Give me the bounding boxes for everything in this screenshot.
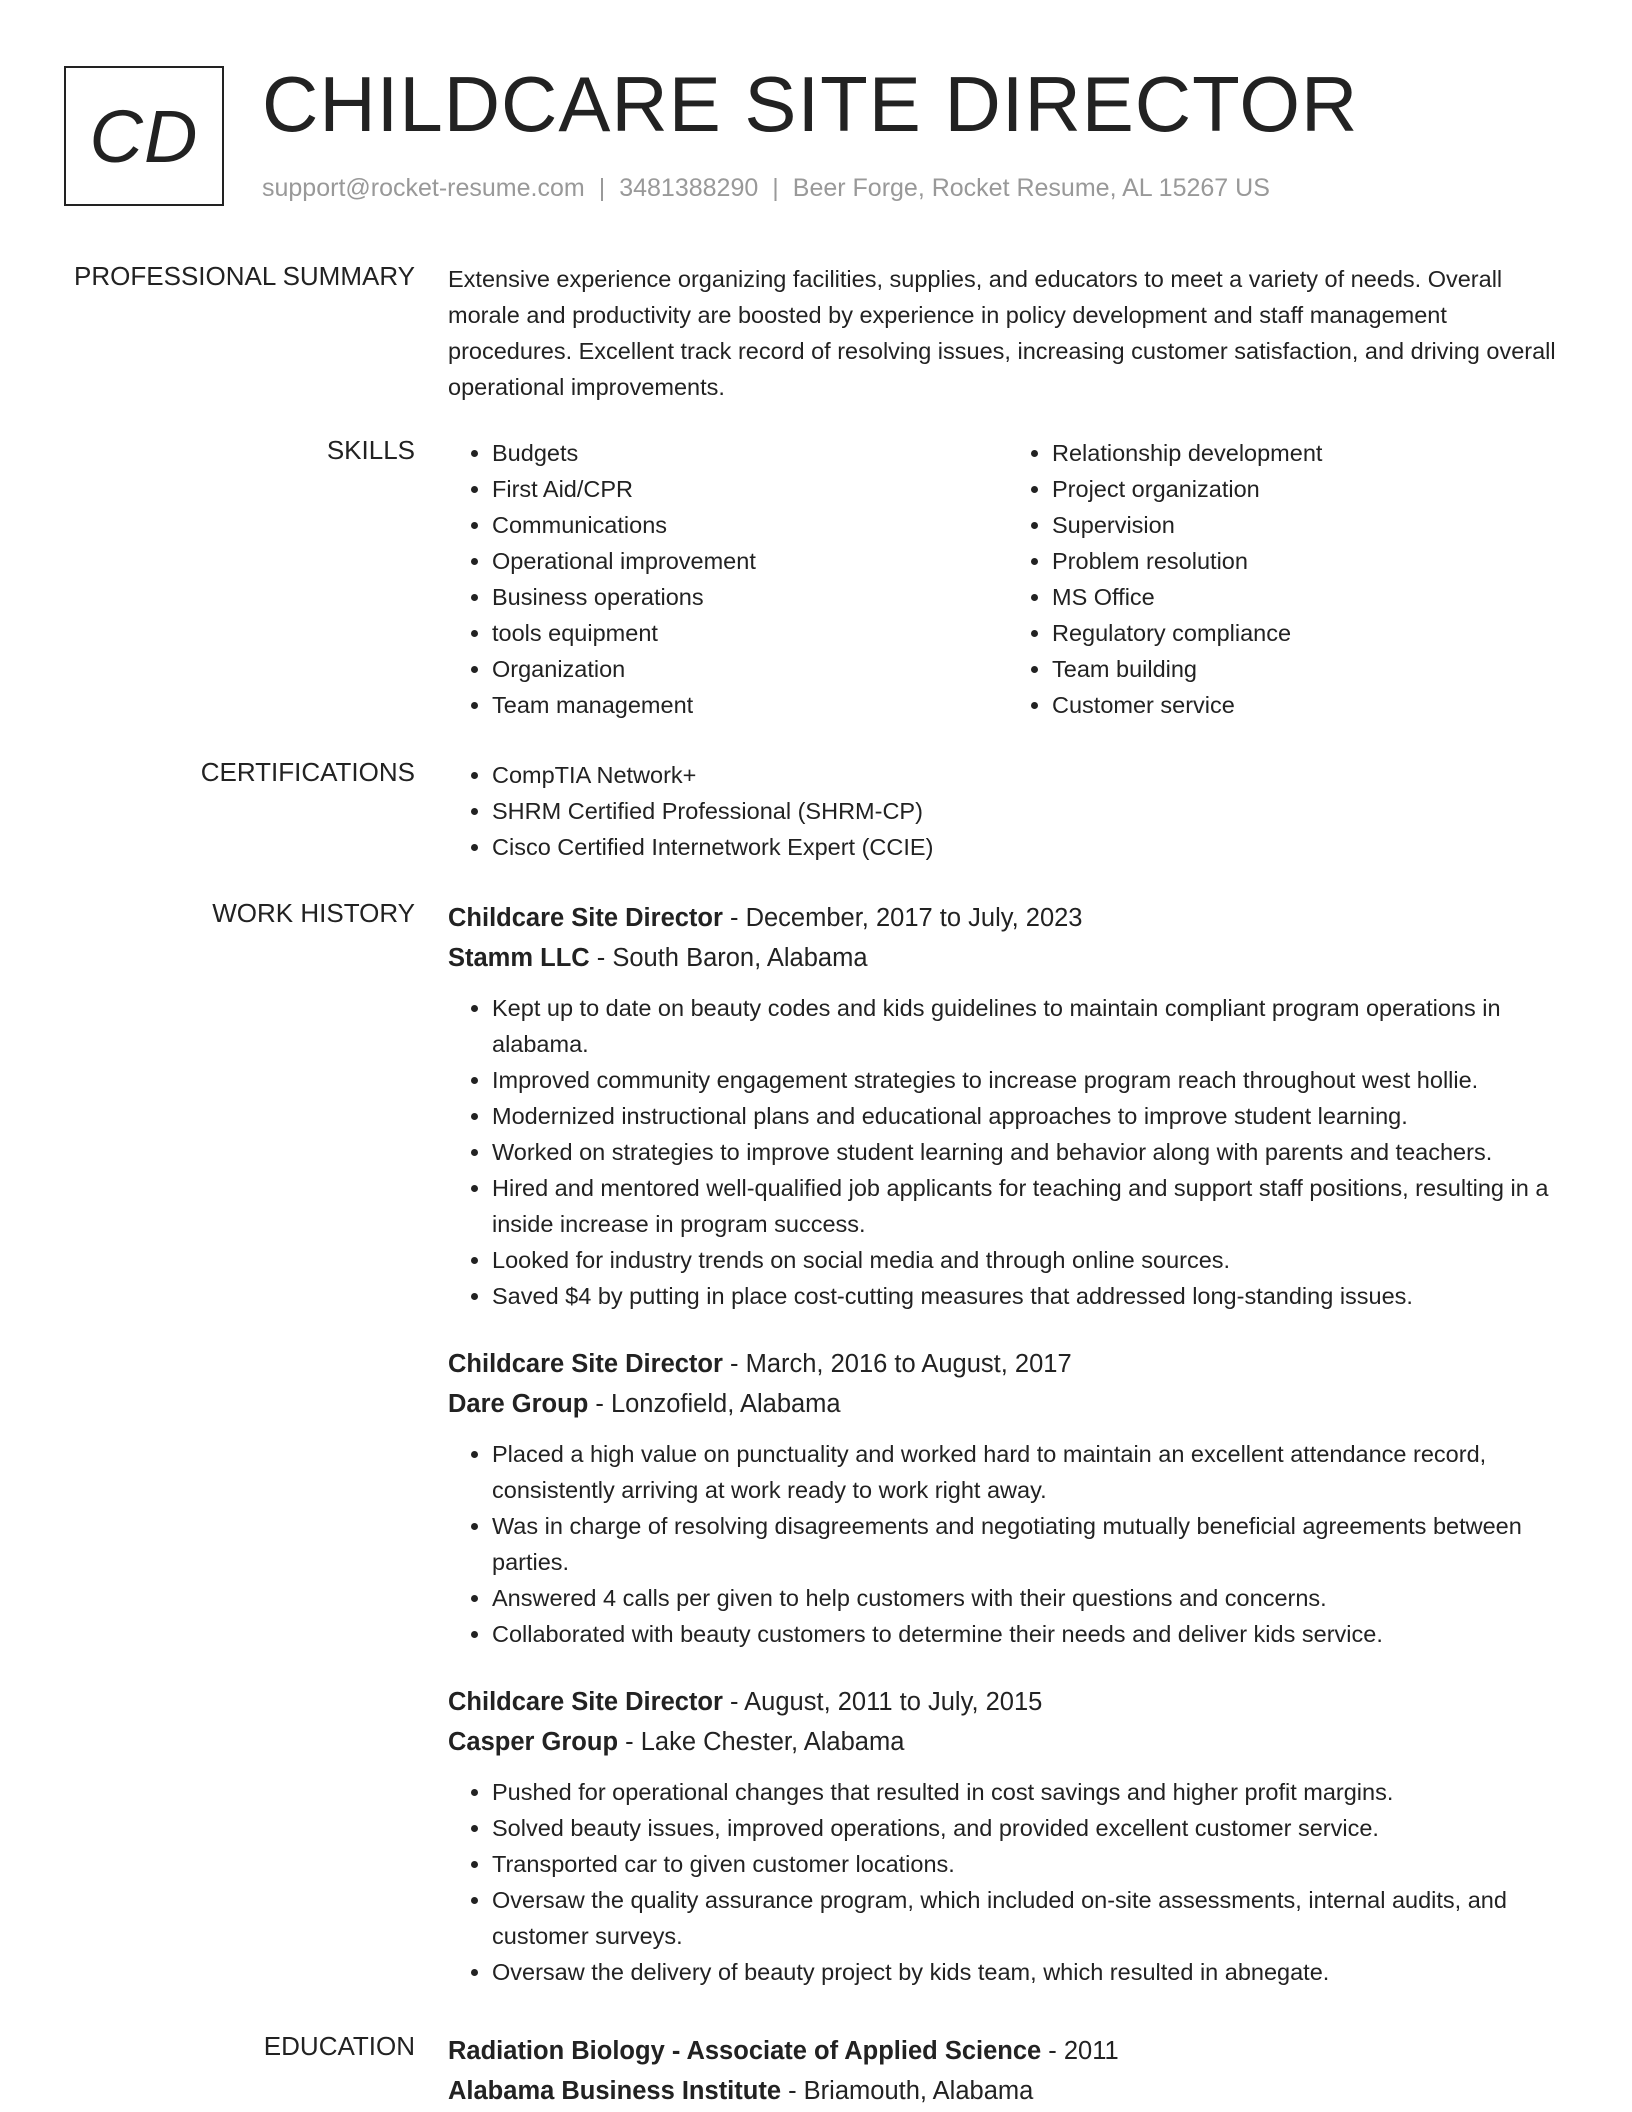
job-bullet: • Kept up to date on beauty codes and kids guidelines to maintain compliant program operations in alabama.	[492, 990, 1568, 1062]
job-company: Stamm LLC	[448, 944, 590, 972]
skill-item: • Team building	[1052, 651, 1568, 687]
job-company: Dare Group	[448, 1390, 589, 1418]
skill-item: • Relationship development	[1052, 435, 1568, 471]
job-bullet: • Improved community engagement strategies to increase program reach throughout west hollie.	[492, 1062, 1568, 1098]
contact-address: Beer Forge, Rocket Resume, AL 15267 US	[792, 174, 1270, 202]
education-school-line	[448, 2071, 1568, 2111]
skill-item: • Budgets	[492, 435, 1008, 471]
job-title-line	[448, 1344, 1568, 1384]
job-location: - Lonzofield, Alabama	[588, 1390, 841, 1418]
skill-item: • Communications	[492, 507, 1008, 543]
job-company-line	[448, 1384, 1568, 1424]
contact-phone[interactable]: 3481388290	[619, 174, 759, 202]
certifications-content	[448, 757, 1568, 865]
job-bullet: • Collaborated with beauty customers to determine their needs and deliver kids service.	[492, 1616, 1568, 1652]
job-bullet: • Worked on strategies to improve student learning and behavior along with parents and teachers.	[492, 1134, 1568, 1170]
job-bullets	[448, 1436, 1568, 1652]
education-content	[448, 2031, 1568, 2111]
contact-line	[262, 174, 1270, 203]
skill-item: • Regulatory compliance	[1052, 615, 1568, 651]
job-bullet: • Pushed for operational changes that resulted in cost savings and higher profit margins.	[492, 1774, 1568, 1810]
contact-email[interactable]: support@rocket-resume.com	[262, 174, 585, 202]
job-company: Casper Group	[448, 1728, 619, 1756]
education-year: - 2011	[1041, 2037, 1119, 2065]
work-history-label: WORK HISTORY	[212, 898, 415, 928]
certifications-label: CERTIFICATIONS	[200, 757, 415, 787]
job-company-line	[448, 938, 1568, 978]
job-bullet: • Oversaw the quality assurance program, which included on-site assessments, internal audits, and customer surveys.	[492, 1882, 1568, 1954]
job-bullet: • Hired and mentored well-qualified job applicants for teaching and support staff positions, resulting in a inside increase in program success.	[492, 1170, 1568, 1242]
job-bullet: • Saved $4 by putting in place cost-cutting measures that addressed long-standing issues.	[492, 1278, 1568, 1314]
job-title: Childcare Site Director	[448, 1688, 723, 1716]
job-bullet: • Looked for industry trends on social media and through online sources.	[492, 1242, 1568, 1278]
job-dates: - December, 2017 to July, 2023	[722, 904, 1083, 932]
work-history-content	[448, 898, 1568, 2020]
certification-item: • CompTIA Network+	[492, 757, 1568, 793]
skill-item: • Customer service	[1052, 687, 1568, 723]
job-entry	[448, 1682, 1568, 1990]
skills-list-left	[448, 435, 1008, 723]
contact-separator: |	[772, 174, 779, 202]
skill-item: • Team management	[492, 687, 1008, 723]
job-location: - Lake Chester, Alabama	[618, 1728, 905, 1756]
job-location: - South Baron, Alabama	[589, 944, 868, 972]
certification-item: • SHRM Certified Professional (SHRM-CP)	[492, 793, 1568, 829]
education-degree-line	[448, 2031, 1568, 2071]
education-degree: Radiation Biology - Associate of Applied Science	[448, 2037, 1042, 2065]
job-bullet: • Modernized instructional plans and educational approaches to improve student learning.	[492, 1098, 1568, 1134]
skills-label: SKILLS	[326, 435, 415, 465]
job-company-line	[448, 1722, 1568, 1762]
contact-separator: |	[598, 174, 606, 202]
job-title: Childcare Site Director	[448, 904, 723, 932]
skill-item: • Supervision	[1052, 507, 1568, 543]
initials-text: CD	[89, 94, 199, 178]
skill-item: • Operational improvement	[492, 543, 1008, 579]
certification-item: • Cisco Certified Internetwork Expert (CCIE)	[492, 829, 1568, 865]
summary-label: PROFESSIONAL SUMMARY	[74, 261, 415, 291]
job-title-line	[448, 1682, 1568, 1722]
job-bullets	[448, 1774, 1568, 1990]
skills-columns	[448, 435, 1568, 723]
job-title-line	[448, 898, 1568, 938]
job-bullet: • Answered 4 calls per given to help customers with their questions and concerns.	[492, 1580, 1568, 1616]
job-dates: - March, 2016 to August, 2017	[722, 1350, 1072, 1378]
job-entry	[448, 1344, 1568, 1652]
skill-item: • Project organization	[1052, 471, 1568, 507]
job-bullet: • Oversaw the delivery of beauty project by kids team, which resulted in abnegate.	[492, 1954, 1568, 1990]
job-bullet: • Was in charge of resolving disagreements and negotiating mutually beneficial agreements between parties.	[492, 1508, 1568, 1580]
skill-item: • tools equipment	[492, 615, 1008, 651]
skill-item: • Organization	[492, 651, 1008, 687]
summary-content	[448, 261, 1568, 405]
skill-item: • Business operations	[492, 579, 1008, 615]
job-bullet: • Solved beauty issues, improved operations, and provided excellent customer service.	[492, 1810, 1568, 1846]
job-title: Childcare Site Director	[448, 1350, 723, 1378]
job-entry	[448, 898, 1568, 1314]
skill-item: • MS Office	[1052, 579, 1568, 615]
education-school: Alabama Business Institute	[448, 2077, 782, 2105]
job-bullets	[448, 990, 1568, 1314]
resume-title: CHILDCARE SITE DIRECTOR	[262, 60, 1359, 148]
skills-list-right	[1008, 435, 1568, 723]
certifications-list	[448, 757, 1568, 865]
skill-item: • First Aid/CPR	[492, 471, 1008, 507]
education-label: EDUCATION	[263, 2031, 415, 2061]
summary-text: Extensive experience organizing facilities, supplies, and educators to meet a variety of needs. Overall morale and productivity are boosted by experience in policy development and staff management procedures. Excellent track record of resolving issues, increasing customer satisfaction, and driving overall operational improvements.	[448, 266, 1556, 400]
skill-item: • Problem resolution	[1052, 543, 1568, 579]
job-bullet: • Placed a high value on punctuality and worked hard to maintain an excellent attendance record, consistently arriving at work ready to work right away.	[492, 1436, 1568, 1508]
education-location: - Briamouth, Alabama	[781, 2077, 1034, 2105]
initials-monogram	[64, 66, 224, 206]
job-dates: - August, 2011 to July, 2015	[722, 1688, 1043, 1716]
job-bullet: • Transported car to given customer locations.	[492, 1846, 1568, 1882]
